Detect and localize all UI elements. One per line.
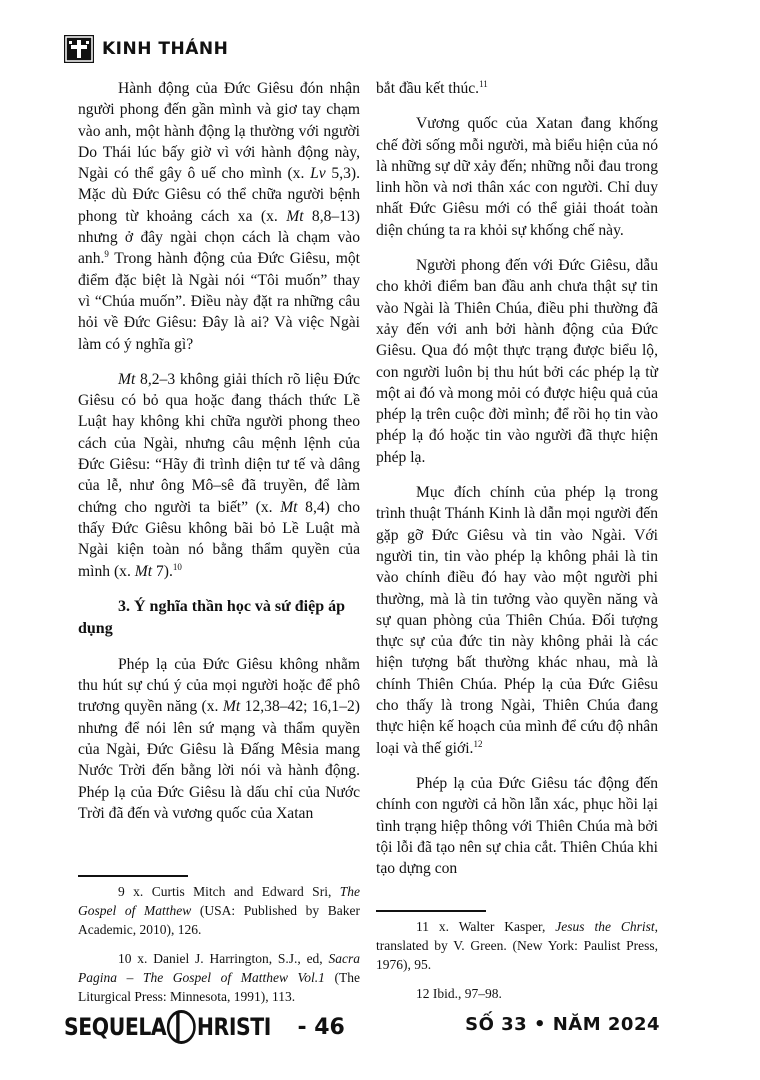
left-column: [78, 78, 360, 838]
footnote-divider: [376, 910, 486, 912]
footnote-divider: [78, 875, 188, 877]
footnote-9: 9 x. Curtis Mitch and Edward Sri, The Gospel of Matthew (USA: Published by Baker Academic, 2010), 126.: [78, 884, 360, 937]
cross-c-icon: [167, 1010, 196, 1044]
paragraph: bắt đầu kết thúc.$^{11}$: [376, 78, 488, 97]
cross-emblem-icon: [64, 35, 94, 63]
right-column: [376, 78, 658, 893]
footnote-ref[interactable]: 10: [172, 561, 182, 572]
paragraph: Mt 8,2–3 không giải thích rõ liệu Đức Giêsu có bỏ qua hoặc đang thách thức Lề Luật hay không khi chữa người phong theo cách của Ngài, nhưng câu mệnh lệnh của Đức Giêsu: “Hãy đi trình diện tư tế và dâng của lễ, như ông Mô–sê đã truyền, để làm chứng cho người ta biết” (x. Mt 8,4) cho thấy Đức Giêsu không bãi bỏ Lề Luật mà Ngài kiện toàn nó bằng thẩm quyền của mình (x. Mt 7).$^{10}$: [78, 370, 360, 580]
footnote-ref[interactable]: 9: [104, 249, 109, 260]
paragraph: Mục đích chính của phép lạ trong trình thuật Thánh Kinh là dẫn mọi người đến gặp gỡ Đức Giêsu và tin vào Ngài. Với người tin, tin vào phép lạ không phải là tin vào chính điều đó hay vào một người phi thường, mà là tin tưởng vào quyền năng và sự quan phòng của Thiên Chúa. Đối tượng thực sự của đức tin này không phải là các hiện tượng bất thường khác nhau, mà là chính Thiên Chúa. Phép lạ của Đức Giêsu cho thấy là trong Ngài, Thiên Chúa đang thực hiện kế hoạch của mình để cứu độ nhân loại và thế giới.$^{12}$: [376, 484, 658, 757]
footer-brand: [64, 1010, 345, 1044]
paragraph: Hành động của Đức Giêsu đón nhận người phong đến gần mình và giơ tay chạm vào anh, một hành động lạ thường với người Do Thái lúc bấy giờ vì với hành động này, Ngài có thể gây ô uế cho mình (x. Lv 5,3). Mặc dù Đức Giêsu có thể chữa người bệnh phong từ khoảng cách xa (x. Mt 8,8–13) nhưng ở đây ngài chọn cách là chạm vào anh.$^9$ Trong hành động của Đức Giêsu, một điểm đặc biệt là Ngài nói “Tôi muốn” thay vì “Chúa muốn”. Điều này đặt ra những câu hỏi về Đức Giêsu: Đây là ai? Và việc Ngài làm có ý nghĩa gì?: [78, 80, 361, 353]
paragraph: Người phong đến với Đức Giêsu, dẫu cho khởi điểm ban đầu anh chưa thật sự tin vào Ngài là Thiên Chúa, điều phi thường đã xảy đến với anh bởi hành động của Đức Giêsu. Qua đó một thực trạng được biểu lộ, con người luôn bị thu hút bởi các phép lạ từ một ai đó và mong mỏi có được hiệu quả của phép lạ trên cuộc đời mình; để rồi họ tin vào phép lạ đó hoặc tin vào người đã thực hiện phép lạ.: [376, 257, 658, 466]
page-number: - 46: [297, 1014, 345, 1040]
footnote-ref[interactable]: 11: [479, 78, 488, 89]
page-header: [64, 34, 228, 64]
footnote-11: 11 x. Walter Kasper, Jesus the Christ, translated by V. Green. (New York: Paulist Press, 1976), 95.: [376, 919, 658, 972]
issue-label: SỐ 33 • NĂM 2024: [465, 1014, 660, 1035]
footnote-12: 12 Ibid., 97–98.: [416, 986, 502, 1001]
footnote-10: 10 x. Daniel J. Harrington, S.J., ed, Sacra Pagina – The Gospel of Matthew Vol.1 (The Liturgical Press: Minnesota, 1991), 113.: [78, 951, 360, 1004]
brand-logo: SEQUELA HRISTI: [64, 1010, 271, 1044]
footnote-ref[interactable]: 12: [473, 738, 483, 749]
right-footnotes: [376, 917, 658, 1013]
section-header-title: KINH THÁNH: [102, 39, 229, 59]
section-heading: 3. Ý nghĩa thần học và sứ điệp áp dụng: [78, 597, 345, 637]
paragraph: Phép lạ của Đức Giêsu không nhằm thu hút sự chú ý của mọi người hoặc để phô trương quyền năng (x. Mt 12,38–42; 16,1–2) nhưng để nói lên sứ mạng và thẩm quyền của Ngài, Đức Giêsu là Đấng Mêsia mang Nước Trời đến bằng lời nói và hành động. Phép lạ của Đức Giêsu là dấu chỉ của Nước Trời đã đến và vương quốc của Xatan: [78, 655, 360, 822]
left-footnotes: [78, 882, 360, 1016]
paragraph: Phép lạ của Đức Giêsu tác động đến chính con người cả hồn lẫn xác, phục hồi lại tình trạng hiệp thông với Thiên Chúa mà bởi tội lỗi đã tạo nên sự chia cắt. Thiên Chúa khi tạo dựng con: [376, 774, 658, 878]
paragraph: Vương quốc của Xatan đang khống chế đời sống mỗi người, mà biểu hiện của nó là những sự dữ xảy đến; những nỗi đau trong linh hồn và nơi thân xác con người. Chỉ duy nhất Đức Giêsu mới có thể giải thoát toàn diện chúng ta ra khỏi sự khống chế này.: [376, 115, 658, 239]
